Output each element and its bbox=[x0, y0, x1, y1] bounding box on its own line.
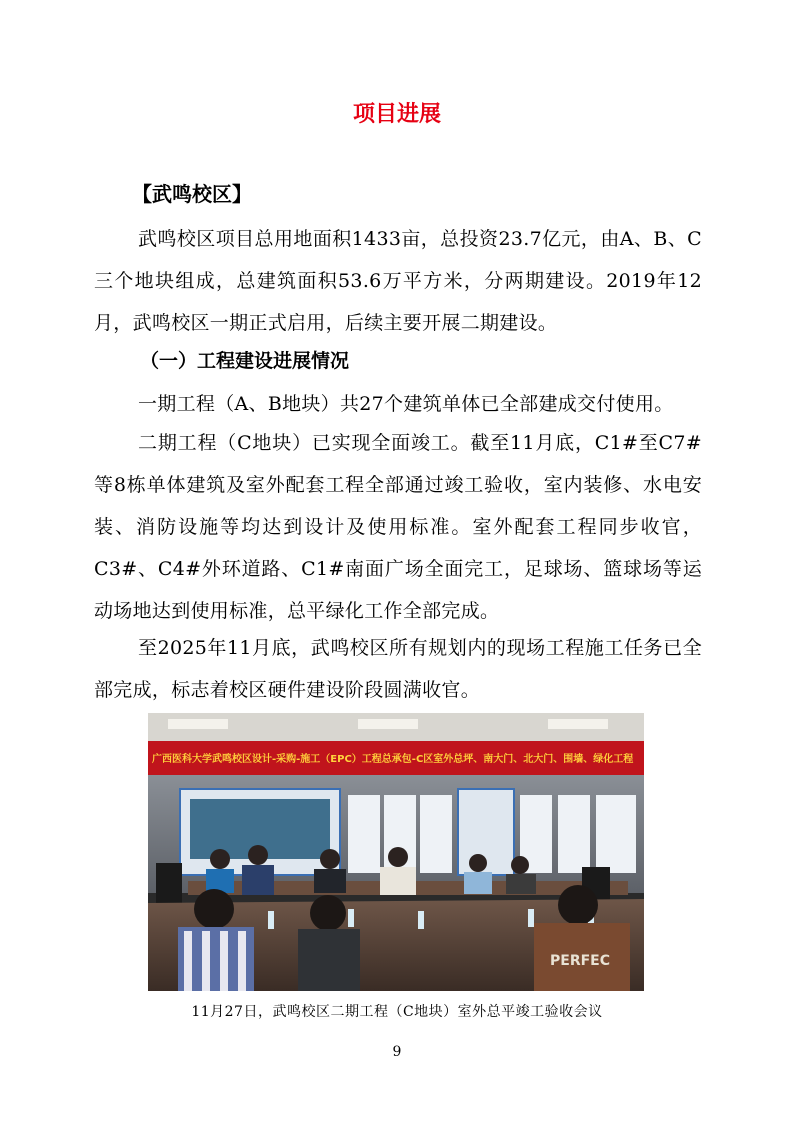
jersey-text: PERFEC bbox=[550, 953, 611, 969]
paragraph-phase-one: 一期工程（A、B地块）共27个建筑单体已全部建成交付使用。 bbox=[138, 393, 674, 415]
meeting-photo bbox=[148, 713, 644, 991]
photo-caption: 11月27日，武鸣校区二期工程（C地块）室外总平竣工验收会议 bbox=[191, 1004, 603, 1020]
section-heading-wuming-campus: 【武鸣校区】 bbox=[132, 182, 252, 206]
paragraph-campus-overview: 武鸣校区项目总用地面积1433亩，总投资23.7亿元，由A、B、C三个地块组成，总建筑面积53.6万平方米，分两期建设。2019年12月，武鸣校区一期正式启用，后续主要开展二期建设。 bbox=[94, 228, 702, 334]
page-number: 9 bbox=[392, 1044, 402, 1060]
page-title: 项目进展 bbox=[352, 102, 441, 127]
paragraph-completion: 至2025年11月底，武鸣校区所有规划内的现场工程施工任务已全部完成，标志着校区硬件建设阶段圆满收官。 bbox=[94, 637, 702, 701]
banner-text: 广西医科大学武鸣校区设计-采购-施工（EPC）工程总承包-C区室外总坪、南大门、北大门、围墙、绿化工程 bbox=[152, 754, 634, 765]
paragraph-phase-two: 二期工程（C地块）已实现全面竣工。截至11月底，C1#至C7#等8栋单体建筑及室外配套工程全部通过竣工验收，室内装修、水电安装、消防设施等均达到设计及使用标准。室外配套工程同步收官，C3#、C4#外环道路、C1#南面广场全面完工，足球场、篮球场等运动场地达到使用标准，总平绿化工作全部完成。 bbox=[94, 432, 702, 622]
sub-heading-construction-progress: （一）工程建设进展情况 bbox=[140, 350, 350, 372]
